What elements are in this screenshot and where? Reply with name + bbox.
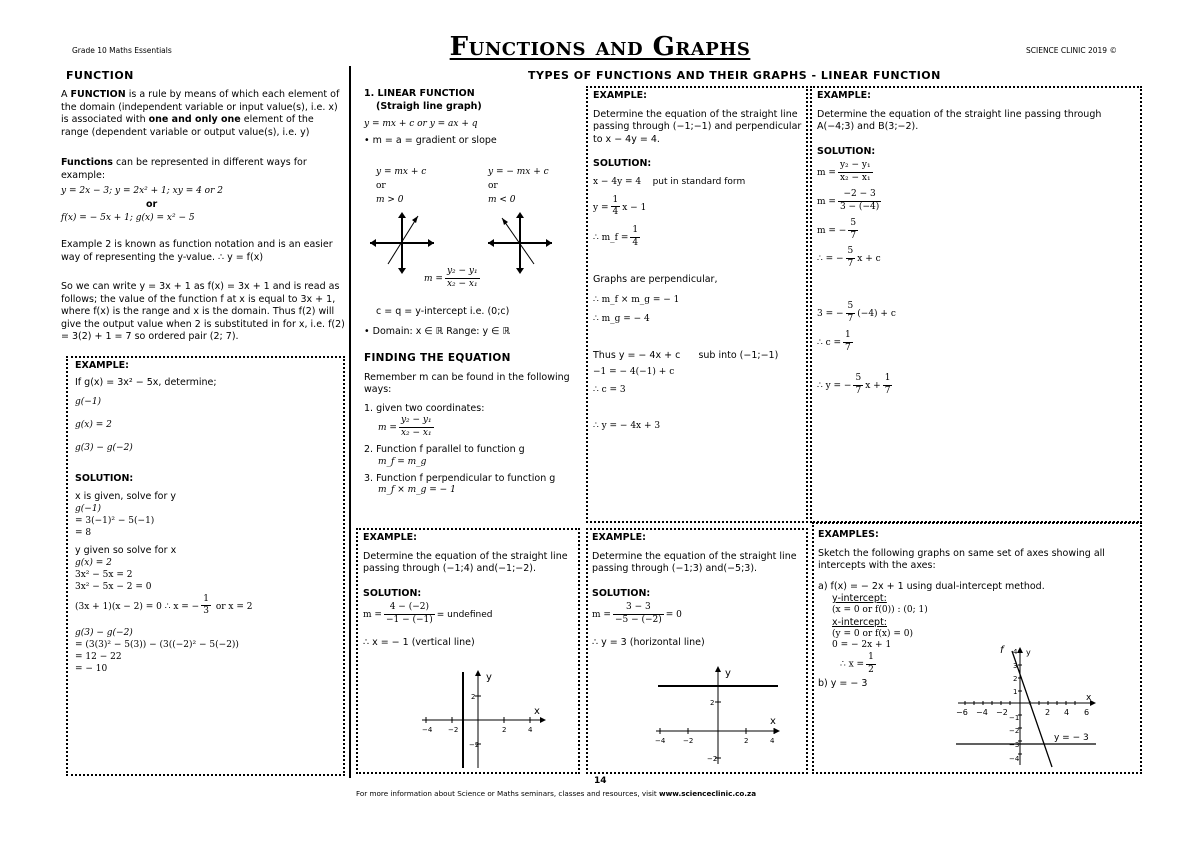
solution-line: Thus y = − 4x + c sub into (−1;−1): [593, 350, 779, 362]
tick-label: −6: [956, 708, 968, 717]
solution-line: y given so solve for x: [75, 545, 177, 557]
example-label: EXAMPLE:: [817, 90, 871, 101]
page-number: 14: [594, 776, 607, 786]
gradient-bullet: • m = a = gradient or slope: [364, 134, 497, 146]
tick-label: 2: [1013, 675, 1018, 683]
solution-label: SOLUTION:: [592, 587, 651, 599]
solution-line: 3x² − 5x = 2: [75, 569, 133, 580]
solution-line: m = $\frac{3 - 3}{-5 - (-2)}$ = 0: [592, 602, 682, 625]
solution-line: −1 = − 4(−1) + c: [593, 366, 675, 377]
footer-url[interactable]: www.scienceclinic.co.za: [659, 789, 757, 798]
tick-label: −4: [1009, 755, 1020, 763]
tick-label: 6: [1084, 708, 1090, 717]
solution-answer: ∴ y = 3 (horizontal line): [592, 636, 705, 648]
y-axis-label: y: [1026, 648, 1031, 657]
working-line: 0 = − 2x + 1: [832, 640, 892, 651]
example-label: EXAMPLE:: [592, 532, 646, 543]
tick-label: −4: [422, 726, 433, 734]
column-divider: [349, 66, 351, 778]
positive-gradient-graph: [370, 212, 434, 274]
part-b: b) y = − 3: [818, 678, 868, 690]
solution-line: x − 4y = 4 put in standard form: [593, 176, 746, 187]
solution-line: = 8: [75, 527, 92, 538]
working-line: (y = 0 or f(x) = 0): [832, 628, 913, 639]
solution-line: ∴ y = − $\frac{5}{7}$ x + $\frac{1}{7}$: [817, 372, 891, 396]
two-point-example: [817, 90, 1137, 397]
finding-text: Remember m can be found in the following ways:: [364, 371, 570, 396]
solution-label: SOLUTION:: [593, 158, 652, 170]
tick-label: −2: [996, 708, 1008, 717]
positive-gradient-text: y = mx + c or m > 0: [376, 167, 427, 205]
tick-label: 2: [502, 726, 507, 734]
solution-line: g(x) = 2: [75, 557, 112, 568]
horizontal-example: [592, 532, 802, 649]
example-question: Determine the equation of the straight line passing through (−1;4) and(−1;−2).: [363, 550, 568, 575]
tick-label: 4: [528, 726, 533, 734]
solution-line: ∴ = − $\frac{5}{7}$ x + c: [817, 246, 881, 270]
linear-function-section: [364, 88, 584, 147]
solution-line: m = $\frac{4 - (-2)}{-1 - (-1)}$ = undefined: [363, 602, 493, 625]
tick-label: 2: [1045, 708, 1051, 717]
tick-label: −3: [1009, 741, 1020, 749]
solution-line: ∴ c = 3: [593, 384, 626, 395]
solution-line: g(−1): [75, 503, 102, 514]
question-1: g(−1): [75, 397, 102, 408]
example-label: EXAMPLES:: [818, 529, 879, 540]
horizontal-line-graph: [650, 664, 784, 768]
solution-line: ∴ y = − 4x + 3: [593, 420, 661, 431]
solution-line: ∴ m_g = − 4: [593, 314, 650, 325]
solution-label: SOLUTION:: [817, 145, 876, 157]
y-intercept-text: c = q = y-intercept i.e. (0;c): [376, 306, 510, 317]
example-question: Determine the equation of the straight line passing through (−1;−1) and perpendicular to x − 4y = 4.: [593, 108, 802, 145]
footer-text: For more information about Science or Maths seminars, classes and resources, visit www.scienceclinic.co.za: [356, 789, 757, 798]
tick-label: 1: [1013, 688, 1018, 696]
solution-line: ∴ c = $\frac{1}{7}$: [817, 329, 851, 353]
example-label: EXAMPLE:: [75, 360, 129, 371]
solution-line: = 3(−1)² − 5(−1): [75, 515, 155, 526]
working-line: (x = 0 or f(0)) : (0; 1): [832, 605, 928, 616]
line-label: y = − 3: [1054, 733, 1089, 743]
tick-label: −2: [469, 741, 480, 749]
finding-heading: FINDING THE EQUATION: [364, 352, 511, 364]
solution-line: m = $\frac{\text{y₂ − y₁}}{\text{x₂ − x₁}}$: [817, 160, 871, 183]
header-right: SCIENCE CLINIC 2019 ©: [1026, 46, 1117, 55]
solution-line: g(3) − g(−2): [75, 628, 133, 639]
vertical-line-graph: [416, 668, 550, 772]
method-3: 3. Function f perpendicular to function g: [364, 472, 556, 484]
function-heading: FUNCTION: [66, 69, 134, 82]
linear-subheading: (Straigh line graph): [376, 100, 482, 112]
tick-label: −2: [707, 755, 718, 763]
y-axis-label: y: [725, 668, 731, 679]
tick-label: 2: [744, 737, 749, 745]
tick-label: 4: [1064, 708, 1070, 717]
question-3: g(3) − g(−2): [75, 442, 133, 453]
x-axis-label: x: [1086, 693, 1092, 703]
solution-line: 3x² − 5x − 2 = 0: [75, 581, 152, 592]
function-representation: Functions can be represented in different ways for example:: [61, 157, 307, 181]
method-3-formula: m_f × m_g = − 1: [378, 485, 456, 496]
y-axis-label: y: [486, 672, 492, 683]
finding-equation-section: [364, 352, 578, 497]
solution-answer: ∴ x = − 1 (vertical line): [363, 636, 475, 648]
tick-label: −1: [1009, 714, 1020, 722]
solution-line: m = $\frac{-2 - 3}{3 - (-4)}$: [817, 188, 880, 212]
solution-line: x is given, solve for y: [75, 491, 177, 503]
tick-label: −2: [683, 737, 694, 745]
part-a: a) f(x) = − 2x + 1 using dual-intercept method.: [818, 580, 1045, 592]
sketch-graph: [954, 643, 1100, 769]
example-label: EXAMPLE:: [363, 532, 417, 543]
function-notation-paragraph: So we can write y = 3x + 1 as f(x) = 3x + 1 and is read as follows; the value of the function f at x is equal to 3x + 1, where f(x) is the range and x is the domain. Thus f(2) will give the output value when 2 is substituted in for x, i.e. f(2) = 3(2) + 1 = 7 so ordered pair (2; 7).: [61, 281, 345, 343]
method-1-formula: m = $\frac{\text{y₂ − y₁}}{\text{x₂ − x₁}}$: [378, 415, 432, 439]
solution-label: SOLUTION:: [75, 472, 134, 484]
solution-line: ∴ m_f × m_g = − 1: [593, 294, 680, 305]
solution-line: ∴ m_f = $\frac{1}{4}$: [593, 225, 639, 249]
or-text: or: [146, 199, 158, 210]
domain-range: • Domain: x ∈ ℝ Range: y ∈ ℝ: [364, 326, 510, 337]
solution-line: = 12 − 22: [75, 652, 122, 663]
example-equations-1: y = 2x − 3; y = 2x² + 1; xy = 4 or 2: [61, 186, 223, 196]
left-example: [75, 360, 340, 676]
linear-equation: y = mx + c or y = ax + q: [364, 119, 478, 130]
tick-label: −4: [655, 737, 666, 745]
tick-label: 2: [710, 699, 715, 707]
tick-label: −2: [1009, 727, 1020, 735]
function-notation-note: Example 2 is known as function notation and is an easier way of representing the y-value. ∴ y = f(x): [61, 239, 333, 263]
linear-heading: 1. LINEAR FUNCTION: [364, 88, 475, 99]
tick-label: −4: [976, 708, 988, 717]
tick-label: −2: [448, 726, 459, 734]
tick-label: 4: [770, 737, 775, 745]
tick-label: 2: [471, 693, 476, 701]
example-question: Determine the equation of the straight line passing through (−1;3) and(−5;3).: [592, 550, 797, 575]
question-2: g(x) = 2: [75, 419, 112, 430]
tick-label: 3: [1013, 662, 1018, 670]
example-intro: If g(x) = 3x² − 5x, determine;: [75, 376, 217, 388]
solution-line: Graphs are perpendicular,: [593, 274, 718, 286]
tick-label: 4: [1013, 648, 1018, 656]
solution-line: = − 10: [75, 663, 108, 674]
solution-line: y = $\frac{1}{4}$ x − 1: [593, 194, 647, 218]
example-equations-2: f(x) = − 5x + 1; g(x) = x² − 5: [61, 213, 195, 223]
method-1: 1. given two coordinates:: [364, 402, 485, 414]
page-title: Functions and Graphs: [449, 32, 751, 62]
x-intercept-label: x-intercept:: [832, 616, 888, 628]
method-2-formula: m_f = m_g: [378, 456, 427, 467]
example-question: Determine the equation of the straight line passing through A(−4;3) and B(3;−2).: [817, 108, 1102, 133]
vertical-example: [363, 532, 575, 649]
solution-line: 3 = − $\frac{5}{7}$ (−4) + c: [817, 301, 896, 324]
function-f-label: f: [1000, 645, 1004, 656]
x-axis-label: x: [770, 716, 776, 727]
y-intercept-label: y-intercept:: [832, 593, 887, 605]
solution-label: SOLUTION:: [363, 587, 422, 599]
solution-line: m = − $\frac{5}{7}$: [817, 217, 857, 241]
solution-line: (3x + 1)(x − 2) = 0 ∴ x = − $\frac{1}{3}$ or x = 2: [75, 593, 253, 617]
perpendicular-example: [593, 90, 803, 432]
negative-gradient-graph: [488, 212, 552, 274]
function-definition: A FUNCTION is a rule by means of which each element of the domain (independent variable or input value(s), i.e. x) is associated with one and only one element of the range (dependent variable or output value(s), i.e. y): [61, 89, 340, 138]
types-heading: TYPES OF FUNCTIONS AND THEIR GRAPHS - LINEAR FUNCTION: [528, 69, 941, 82]
method-2: 2. Function f parallel to function g: [364, 444, 525, 456]
header-left: Grade 10 Maths Essentials: [72, 46, 172, 55]
example-label: EXAMPLE:: [593, 90, 647, 101]
negative-gradient-text: y = − mx + c or m < 0: [488, 167, 549, 205]
solution-line: = (3(3)² − 5(3)) − (3((−2)² − 5(−2)): [75, 640, 239, 651]
working-line: ∴ x = $\frac{1}{2}$: [840, 651, 874, 675]
example-question: Sketch the following graphs on same set of axes showing all intercepts with the axes:: [818, 547, 1105, 572]
gradient-formula: m = $\frac{\text{y₂ − y₁}}{\text{x₂ − x₁}}$: [424, 266, 478, 289]
x-axis-label: x: [534, 706, 540, 717]
